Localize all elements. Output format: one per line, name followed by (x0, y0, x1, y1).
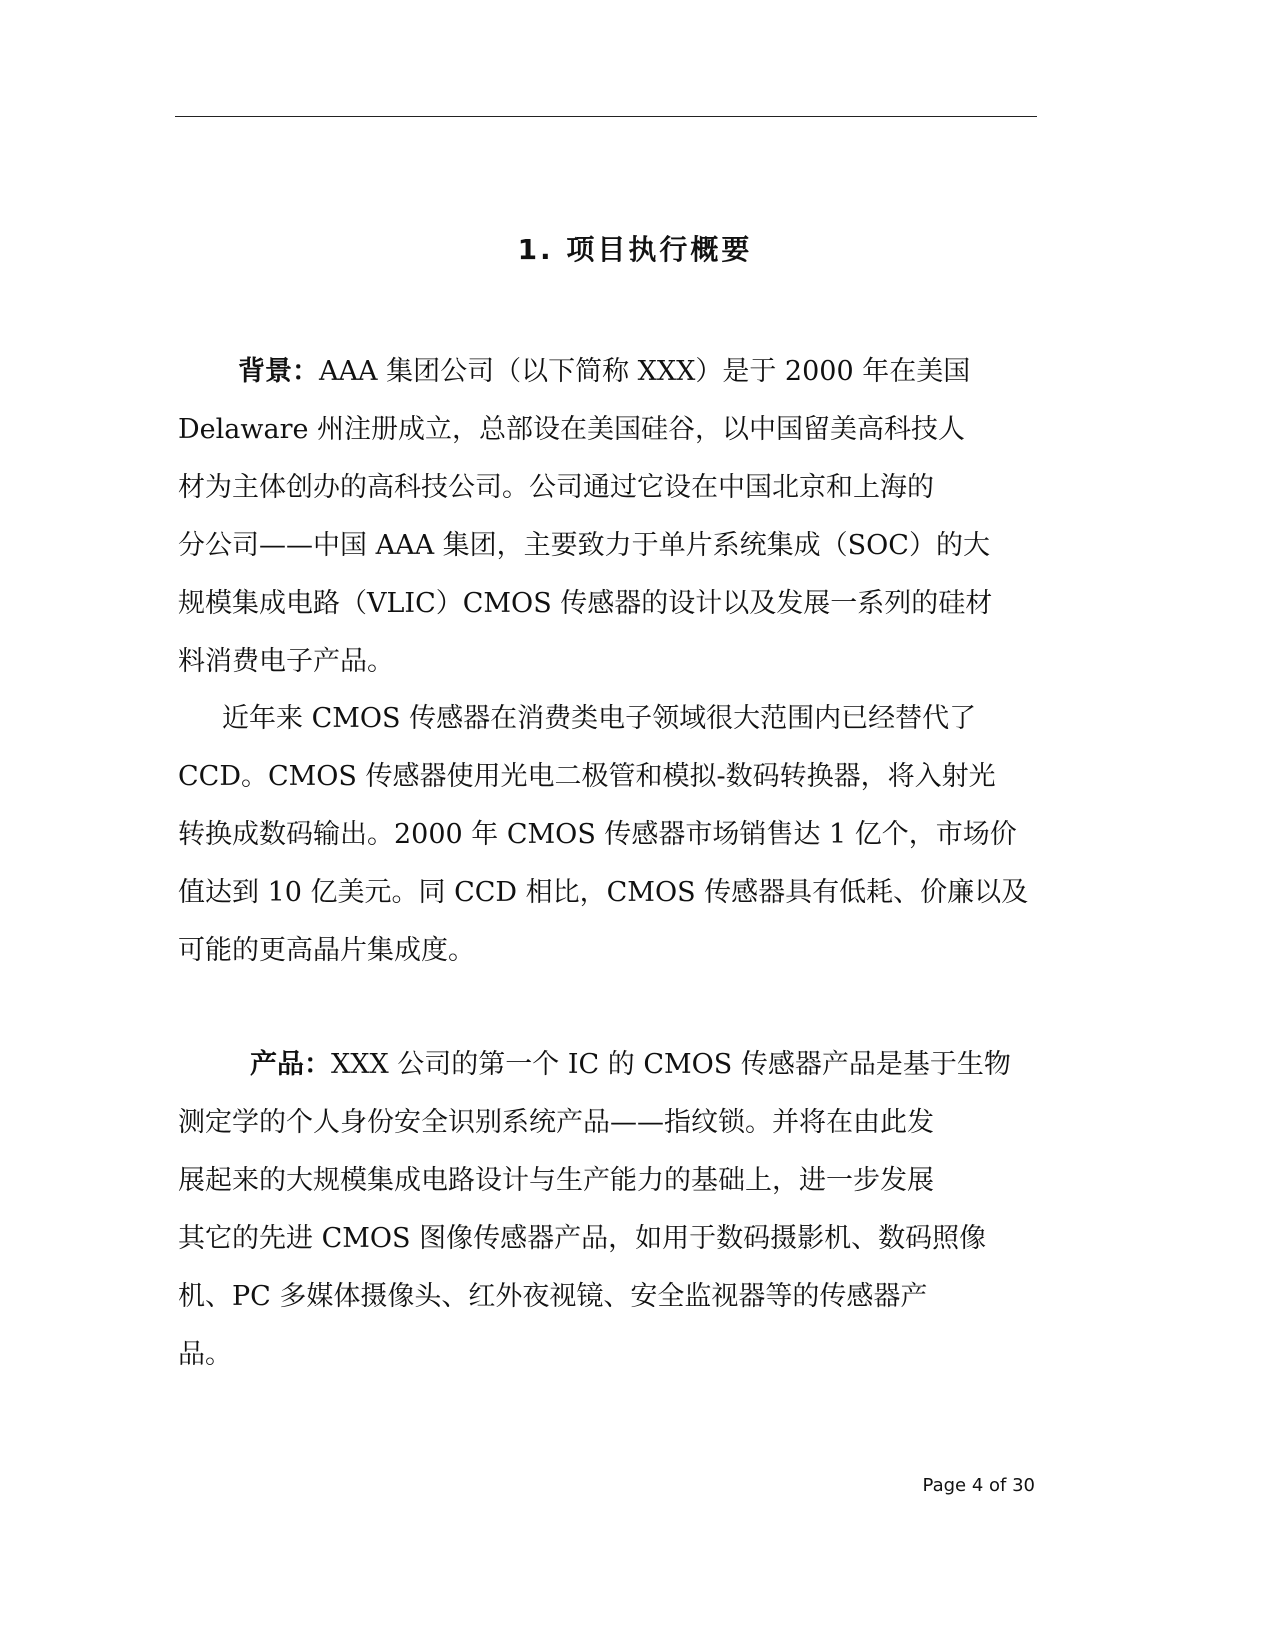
cmos-paragraph-line-5: 可能的更高晶片集成度。 (178, 935, 475, 966)
cmos-paragraph-line-2: CCD。CMOS 传感器使用光电二极管和模拟-数码转换器，将入射光 (178, 761, 996, 792)
cmos-paragraph-line-4: 值达到 10 亿美元。同 CCD 相比，CMOS 传感器具有低耗、价廉以及 (178, 877, 1029, 908)
background-paragraph-line-6: 料消费电子产品。 (178, 646, 394, 677)
product-text: XXX 公司的第一个 IC 的 CMOS 传感器产品是基于生物 (331, 1049, 1011, 1080)
background-paragraph-line-1 (178, 343, 1038, 401)
product-paragraph-line-6: 品。 (178, 1339, 232, 1370)
background-paragraph-line-4: 分公司——中国 AAA 集团，主要致力于单片系统集成（SOC）的大 (178, 530, 990, 561)
section-title: 1. 项目执行概要 (517, 233, 753, 266)
page-number: Page 4 of 30 (922, 1475, 1035, 1496)
product-paragraph-line-1 (178, 1036, 1038, 1094)
header-divider (175, 116, 1037, 117)
product-lead: 产品： (250, 1049, 331, 1080)
background-lead: 背景： (238, 356, 319, 387)
product-paragraph-line-5: 机、PC 多媒体摄像头、红外夜视镜、安全监视器等的传感器产 (178, 1281, 928, 1312)
background-text: AAA 集团公司（以下简称 XXX）是于 2000 年在美国 (319, 356, 971, 387)
product-paragraph-line-4: 其它的先进 CMOS 图像传感器产品，如用于数码摄影机、数码照像 (178, 1223, 987, 1254)
cmos-paragraph-line-1: 近年来 CMOS 传感器在消费类电子领域很大范围内已经替代了 (222, 703, 977, 734)
background-paragraph-line-2: Delaware 州注册成立，总部设在美国硅谷，以中国留美高科技人 (178, 414, 966, 445)
product-paragraph-line-2: 测定学的个人身份安全识别系统产品——指纹锁。并将在由此发 (178, 1107, 934, 1138)
cmos-paragraph-line-3: 转换成数码输出。2000 年 CMOS 传感器市场销售达 1 亿个，市场价 (178, 819, 1017, 850)
product-paragraph-line-3: 展起来的大规模集成电路设计与生产能力的基础上，进一步发展 (178, 1165, 934, 1196)
background-paragraph-line-5: 规模集成电路（VLIC）CMOS 传感器的设计以及发展一系列的硅材 (178, 588, 993, 619)
background-paragraph-line-3: 材为主体创办的高科技公司。公司通过它设在中国北京和上海的 (178, 472, 934, 503)
